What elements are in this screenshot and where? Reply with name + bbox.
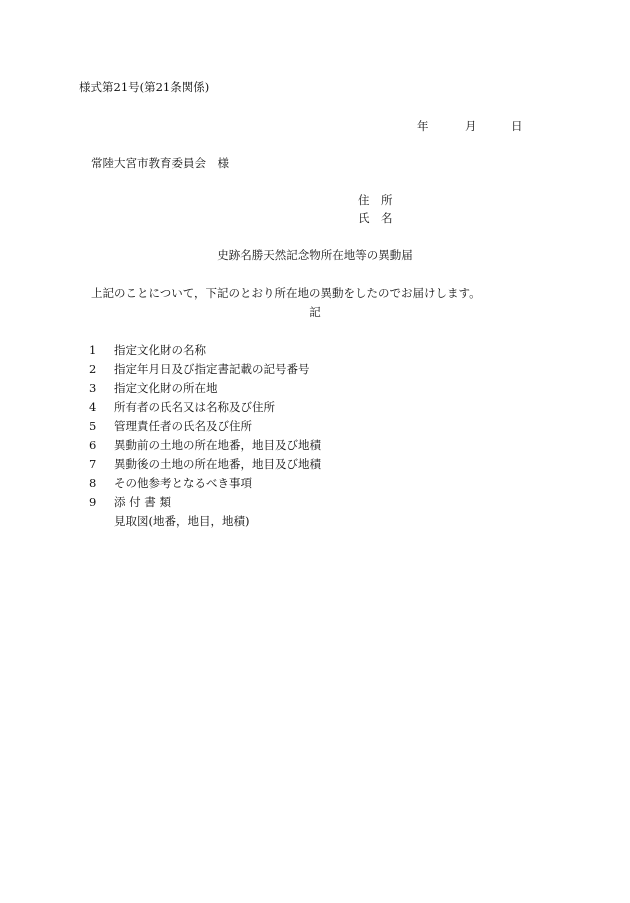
date-year-label: 年	[417, 119, 429, 133]
item-label: 指定文化財の所在地	[114, 381, 218, 395]
item-number: 4	[89, 400, 97, 414]
list-item	[89, 440, 321, 452]
item-label: 管理責任者の氏名及び住所	[114, 419, 252, 433]
item-number: 9	[89, 495, 97, 509]
list-item	[89, 345, 206, 357]
form-number: 様式第21号(第21条関係)	[79, 80, 210, 94]
item-label: 添 付 書 類	[114, 495, 171, 509]
item-number: 3	[89, 381, 97, 395]
list-item	[89, 364, 310, 376]
document-title: 史跡名勝天然記念物所在地等の異動届	[217, 248, 413, 262]
item-label: 異動前の土地の所在地番，地目及び地積	[114, 438, 321, 452]
item-number: 1	[89, 343, 97, 357]
item-label: その他参考となるべき事項	[114, 476, 252, 490]
item-number: 8	[89, 476, 97, 490]
attachment-detail: 見取図(地番，地目，地積)	[114, 514, 250, 528]
list-item	[89, 478, 252, 490]
list-item	[89, 383, 218, 395]
ki-heading: 記	[309, 305, 321, 319]
item-label: 指定年月日及び指定書記載の記号番号	[114, 362, 310, 376]
item-number: 6	[89, 438, 97, 452]
item-number: 7	[89, 457, 97, 471]
recipient: 常陸大宮市教育委員会 様	[91, 156, 229, 170]
list-item	[89, 497, 171, 509]
list-item	[89, 459, 321, 471]
applicant-address-label: 住 所	[358, 193, 393, 207]
item-number: 2	[89, 362, 97, 376]
item-label: 指定文化財の名称	[114, 343, 206, 357]
item-label: 所有者の氏名又は名称及び住所	[114, 400, 275, 414]
list-item	[89, 402, 275, 414]
applicant-name-label: 氏 名	[358, 211, 393, 225]
date-month-label: 月	[465, 119, 477, 133]
date-day-label: 日	[511, 119, 523, 133]
list-item	[89, 421, 252, 433]
body-text: 上記のことについて，下記のとおり所在地の異動をしたのでお届けします。	[91, 286, 481, 300]
item-label: 異動後の土地の所在地番，地目及び地積	[114, 457, 321, 471]
item-number: 5	[89, 419, 97, 433]
